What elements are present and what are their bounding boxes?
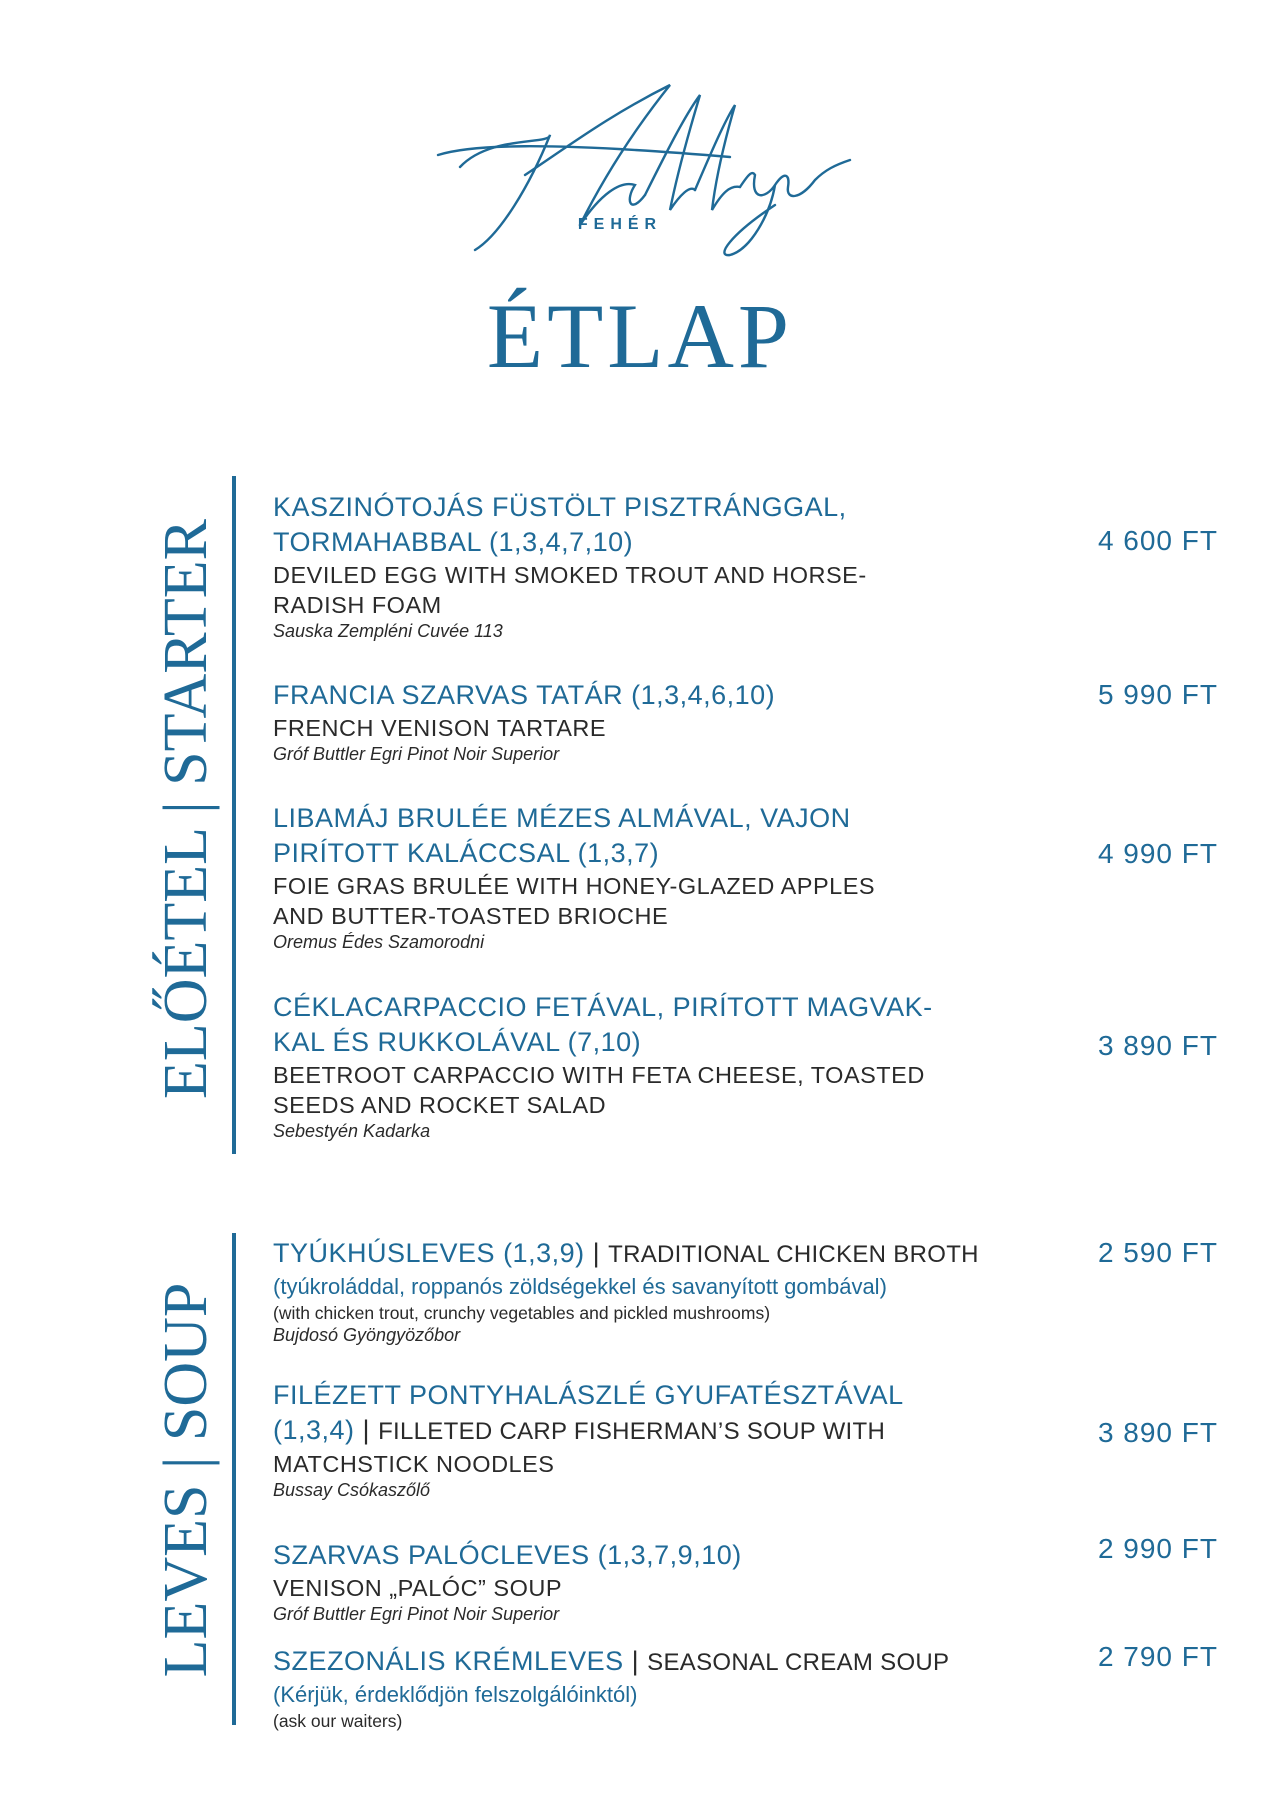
menu-item: TYÚKHÚSLEVES (1,3,9) | TRADITIONAL CHICKEN BROTH (tyúkroláddal, roppanós zöldségekkel és savanyított gombával) (with chicken trout, crunchy vegetables and pickled mushrooms) Bujdosó Gyöngyözőbor	[273, 1236, 1073, 1346]
item-name-en: BEETROOT CARPACCIO WITH FETA CHEESE, TOASTED	[273, 1062, 925, 1088]
menu-item	[273, 801, 1063, 953]
item-description-hu: (Kérjük, érdeklődjön felszolgálóinktól)	[273, 1682, 638, 1707]
item-name-en: SEASONAL CREAM SOUP	[647, 1649, 950, 1676]
item-price: 2 790 FT	[1097, 1641, 1218, 1672]
menu-item	[273, 490, 1063, 642]
section-divider-soup	[232, 1233, 236, 1725]
item-name-hu: CÉKLACARPACCIO FETÁVAL, PIRÍTOTT MAGVAK-	[273, 992, 933, 1022]
item-price: 2 990 FT	[1097, 1533, 1218, 1564]
item-name-en: MATCHSTICK NOODLES	[273, 1451, 555, 1477]
item-name-hu: FILÉZETT PONTYHALÁSZLÉ GYUFATÉSZTÁVAL	[273, 1380, 904, 1410]
wine-pairing: Sebestyén Kadarka	[273, 1121, 431, 1141]
item-name-hu: FRANCIA SZARVAS TATÁR (1,3,4,6,10)	[273, 680, 776, 710]
item-description-en: (with chicken trout, crunchy vegetables and pickled mushrooms)	[273, 1303, 771, 1323]
item-name-hu: SZARVAS PALÓCLEVES (1,3,7,9,10)	[273, 1540, 742, 1570]
page-title: ÉTLAP	[486, 285, 794, 387]
section-divider-starter	[232, 476, 236, 1154]
item-name-hu: TYÚKHÚSLEVES (1,3,9)	[273, 1238, 585, 1268]
item-name-hu: SZEZONÁLIS KRÉMLEVES	[273, 1646, 624, 1676]
wine-pairing: Gróf Buttler Egri Pinot Noir Superior	[273, 1604, 560, 1624]
item-price: 3 890 FT	[1097, 1030, 1218, 1061]
item-name-en: AND BUTTER-TOASTED BRIOCHE	[273, 903, 669, 929]
section-label-soup: LEVES | SOUP	[152, 1282, 220, 1678]
logo-subtitle: FEHÉR	[577, 216, 663, 233]
menu-item: FILÉZETT PONTYHALÁSZLÉ GYUFATÉSZTÁVAL (1,3,4) | FILLETED CARP FISHERMAN’S SOUP WITH MATCHSTICK NOODLES Bussay Csókaszőlő	[273, 1378, 1063, 1501]
wine-pairing: Bujdosó Gyöngyözőbor	[273, 1325, 461, 1345]
item-name-en: RADISH FOAM	[273, 592, 442, 618]
item-price: 4 990 FT	[1097, 838, 1218, 869]
item-name-hu: (1,3,4)	[273, 1415, 355, 1445]
item-name-hu: LIBAMÁJ BRULÉE MÉZES ALMÁVAL, VAJON	[273, 803, 851, 833]
wine-pairing: Bussay Csókaszőlő	[273, 1480, 431, 1500]
item-price: 2 590 FT	[1097, 1237, 1218, 1268]
wine-pairing: Oremus Édes Szamorodni	[273, 932, 485, 952]
item-name-en: SEEDS AND ROCKET SALAD	[273, 1092, 607, 1118]
item-description-en: (ask our waiters)	[273, 1711, 403, 1731]
menu-item	[273, 678, 1063, 765]
item-name-hu: PIRÍTOTT KALÁCCSAL (1,3,7)	[273, 838, 660, 868]
item-price: 3 890 FT	[1097, 1417, 1218, 1448]
item-price: 5 990 FT	[1097, 679, 1218, 710]
item-name-en: FILLETED CARP FISHERMAN’S SOUP WITH	[378, 1418, 886, 1445]
item-name-hu: TORMAHABBAL (1,3,4,7,10)	[273, 527, 634, 557]
item-name-en: FRENCH VENISON TARTARE	[273, 715, 607, 741]
wine-pairing: Sauska Zempléni Cuvée 113	[273, 621, 503, 641]
item-description-hu: (tyúkroláddal, roppanós zöldségekkel és savanyított gombával)	[273, 1274, 887, 1299]
item-name-en: TRADITIONAL CHICKEN BROTH	[608, 1241, 979, 1268]
menu-item	[273, 990, 1063, 1142]
menu-item: SZEZONÁLIS KRÉMLEVES | SEASONAL CREAM SOUP (Kérjük, érdeklődjön felszolgálóinktól) (ask our waiters)	[273, 1644, 1063, 1732]
menu-item	[273, 1538, 1063, 1625]
item-name-hu: KAL ÉS RUKKOLÁVAL (7,10)	[273, 1027, 642, 1057]
logo-script-graphic	[430, 75, 870, 265]
item-name-en: DEVILED EGG WITH SMOKED TROUT AND HORSE-	[273, 562, 867, 588]
item-name-hu: KASZINÓTOJÁS FÜSTÖLT PISZTRÁNGGAL,	[273, 492, 847, 522]
item-name-en: FOIE GRAS BRULÉE WITH HONEY-GLAZED APPLES	[273, 873, 876, 899]
item-price: 4 600 FT	[1097, 525, 1218, 556]
item-name-en: VENISON „PALÓC” SOUP	[273, 1575, 563, 1601]
wine-pairing: Gróf Buttler Egri Pinot Noir Superior	[273, 744, 560, 764]
section-label-starter: ELŐÉTEL | STARTER	[152, 519, 220, 1100]
